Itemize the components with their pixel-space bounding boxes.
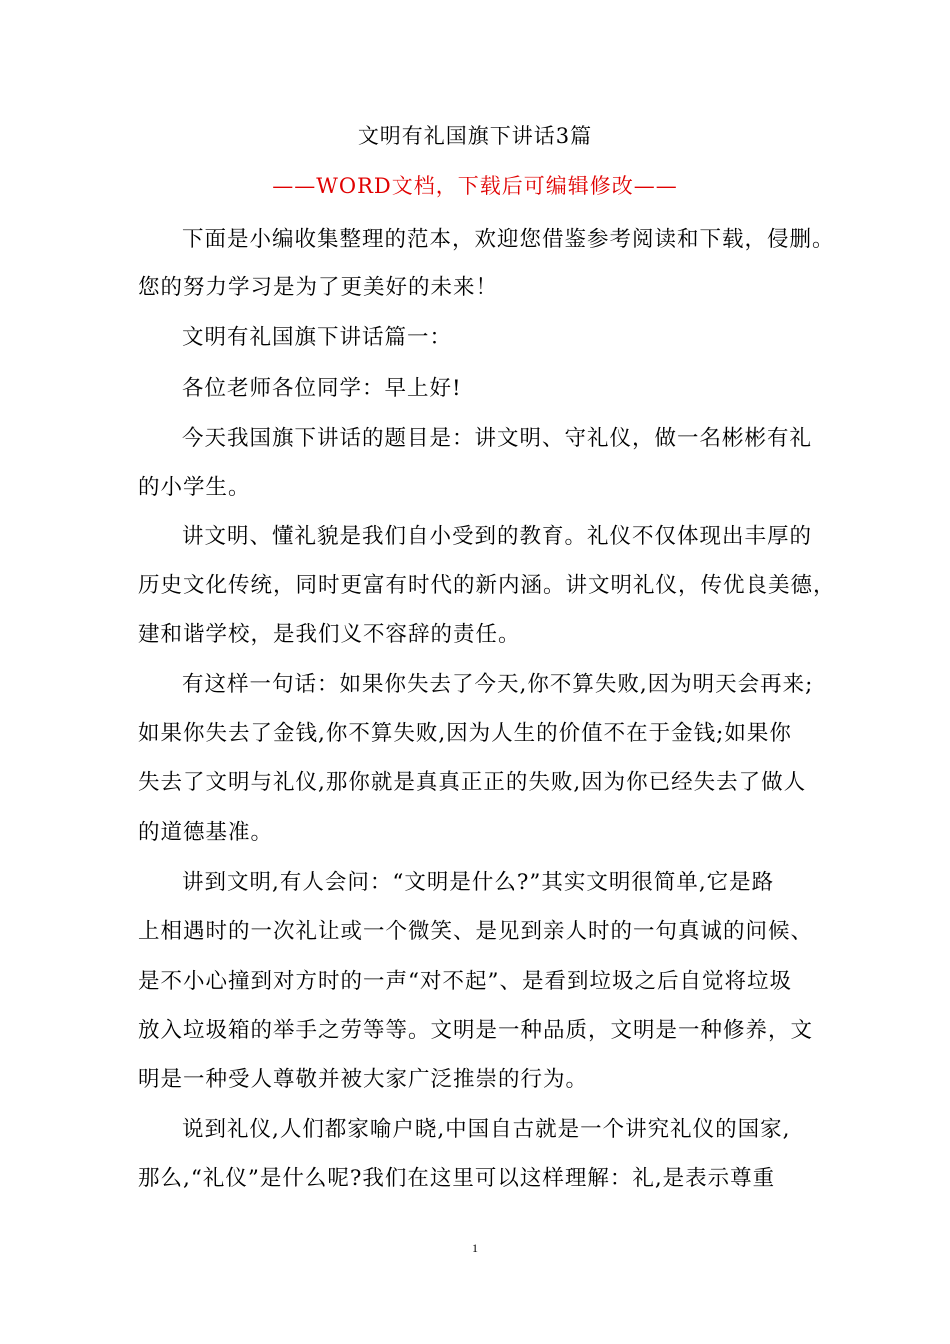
body-line-4: 各位老师各位同学：早上好! — [182, 376, 462, 401]
body-line-5: 今天我国旗下讲话的题目是：讲文明、守礼仪，做一名彬彬有礼 — [182, 426, 813, 451]
body-line-16: 是不小心撞到对方时的一声“对不起”、是看到垃圾之后自觉将垃圾 — [138, 969, 792, 994]
body-line-9: 建和谐学校，是我们义不容辞的责任。 — [138, 622, 521, 647]
body-line-19: 说到礼仪,人们都家喻户晓,中国自古就是一个讲究礼仪的国家, — [182, 1117, 791, 1142]
page-number: 1 — [472, 1241, 478, 1255]
document-subtitle: ——WORD文档，下载后可编辑修改—— — [272, 174, 678, 198]
document-title: 文明有礼国旗下讲话3篇 — [357, 124, 593, 148]
body-line-1: 下面是小编收集整理的范本，欢迎您借鉴参考阅读和下载，侵删。 — [182, 227, 835, 252]
body-line-6: 的小学生。 — [138, 475, 251, 500]
body-line-10: 有这样一句话：如果你失去了今天,你不算失败,因为明天会再来; — [182, 672, 814, 697]
body-line-3: 文明有礼国旗下讲话篇一： — [182, 325, 453, 350]
body-line-17: 放入垃圾箱的举手之劳等等。文明是一种品质，文明是一种修养，文 — [138, 1018, 814, 1043]
body-line-2: 您的努力学习是为了更美好的未来！ — [138, 275, 499, 300]
body-line-20: 那么,“礼仪”是什么呢?我们在这里可以这样理解：礼,是表示尊重 — [138, 1166, 776, 1191]
body-line-7: 讲文明、懂礼貌是我们自小受到的教育。礼仪不仅体现出丰厚的 — [182, 524, 813, 549]
body-line-11: 如果你失去了金钱,你不算失败,因为人生的价值不在于金钱;如果你 — [138, 721, 792, 746]
body-line-18: 明是一种受人尊敬并被大家广泛推崇的行为。 — [138, 1067, 589, 1092]
body-line-14: 讲到文明,有人会问：“文明是什么?”其实文明很简单,它是路 — [182, 870, 775, 895]
body-line-8: 历史文化传统，同时更富有时代的新内涵。讲文明礼仪，传优良美德， — [138, 573, 836, 598]
body-line-15: 上相遇时的一次礼让或一个微笑、是见到亲人时的一句真诚的问候、 — [138, 919, 814, 944]
body-line-12: 失去了文明与礼仪,那你就是真真正正的失败,因为你已经失去了做人 — [138, 770, 807, 795]
body-line-13: 的道德基准。 — [138, 820, 274, 845]
